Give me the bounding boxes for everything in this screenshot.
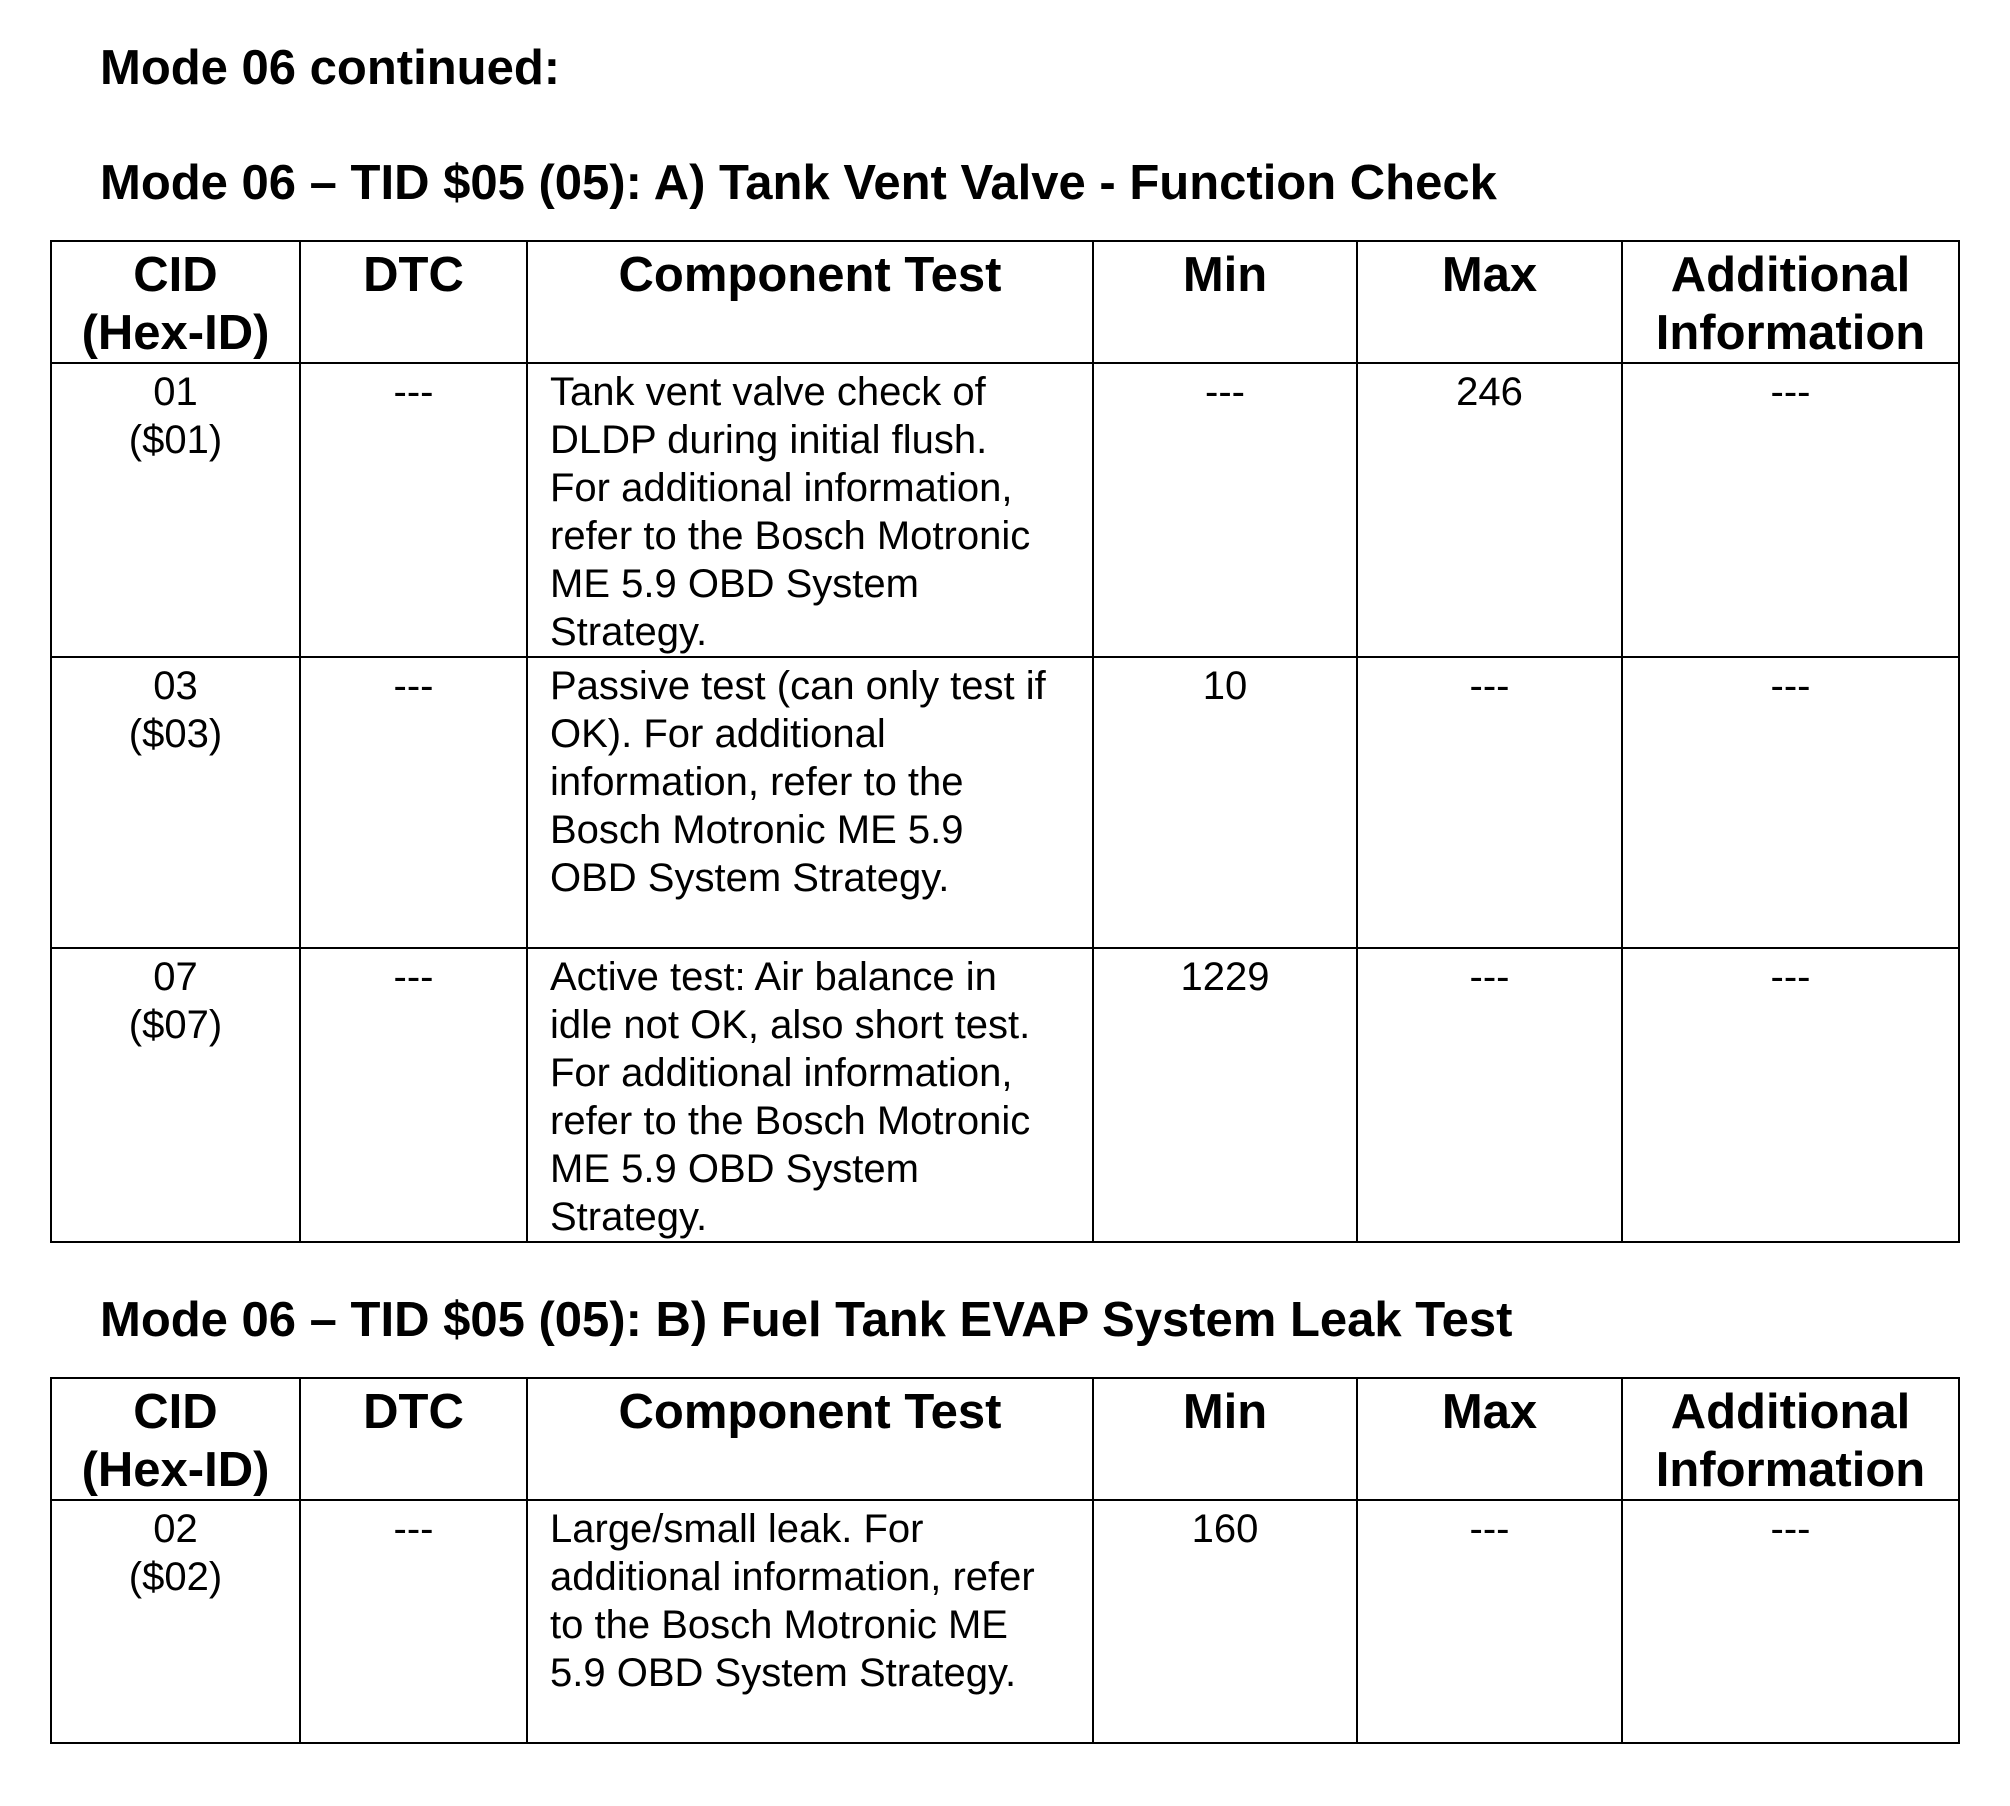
dtc-cell: --- [300,948,527,1242]
header-additional-label: Additional [1670,248,1911,302]
evap-leak-test-table [50,1377,1960,1744]
header-additional-sub: Information [1655,306,1926,360]
header-cid [51,1378,300,1500]
dtc-cell: --- [300,657,527,948]
dtc-cell: --- [300,363,527,657]
header-component-test: Component Test [527,241,1093,363]
component-test-cell [527,1500,1093,1743]
header-min: Min [1093,241,1357,363]
section-a-title: Mode 06 – TID $05 (05): A) Tank Vent Valve - Function Check [100,156,1497,210]
header-cid-label: CID [133,1385,218,1439]
dtc-cell: --- [300,1500,527,1743]
cid-cell [51,948,300,1242]
table-row [51,948,1959,1242]
max-cell: --- [1357,1500,1622,1743]
header-cid-sub: (Hex-ID) [81,1443,270,1497]
table-row [51,1500,1959,1743]
header-additional-sub: Information [1655,1443,1926,1497]
hex-value: ($01) [128,418,223,462]
table-row [51,657,1959,948]
additional-info-cell: --- [1622,657,1959,948]
component-test-text: Large/small leak. For additional information, refer to the Bosch Motronic ME 5.9 OBD System Strategy. [550,1507,1035,1695]
header-min: Min [1093,1378,1357,1500]
hex-value: ($07) [128,1003,223,1047]
hex-value: ($03) [128,712,223,756]
max-cell: 246 [1357,363,1622,657]
min-cell: 160 [1093,1500,1357,1743]
min-cell: --- [1093,363,1357,657]
table-header-row [51,241,1959,363]
additional-info-cell: --- [1622,1500,1959,1743]
header-cid-sub: (Hex-ID) [81,306,270,360]
header-additional-info [1622,1378,1959,1500]
additional-info-cell: --- [1622,363,1959,657]
additional-info-cell: --- [1622,948,1959,1242]
header-additional-label: Additional [1670,1385,1911,1439]
component-test-text: Tank vent valve check of DLDP during initial flush. For additional information, refer to the Bosch Motronic ME 5.9 OBD System Strategy. [550,370,1031,654]
max-cell: --- [1357,948,1622,1242]
header-dtc: DTC [300,1378,527,1500]
component-test-cell [527,948,1093,1242]
cid-value: 03 [153,664,198,708]
table-row [51,363,1959,657]
header-max: Max [1357,1378,1622,1500]
section-b-title: Mode 06 – TID $05 (05): B) Fuel Tank EVAP System Leak Test [100,1293,1513,1347]
cid-value: 07 [153,955,198,999]
min-cell: 10 [1093,657,1357,948]
page-title: Mode 06 continued: [100,41,561,95]
header-additional-info [1622,241,1959,363]
component-test-cell [527,657,1093,948]
cid-cell [51,1500,300,1743]
max-cell: --- [1357,657,1622,948]
header-dtc: DTC [300,241,527,363]
header-cid-label: CID [133,248,218,302]
header-component-test: Component Test [527,1378,1093,1500]
cid-cell [51,363,300,657]
header-max: Max [1357,241,1622,363]
table-header-row [51,1378,1959,1500]
tank-vent-valve-table [50,240,1960,1243]
cid-value: 02 [153,1507,198,1551]
min-cell: 1229 [1093,948,1357,1242]
cid-cell [51,657,300,948]
component-test-text: Passive test (can only test if OK). For additional information, refer to the Bosch Motronic ME 5.9 OBD System Strategy. [550,664,1046,900]
component-test-text: Active test: Air balance in idle not OK, also short test. For additional information, refer to the Bosch Motronic ME 5.9 OBD System Strategy. [550,955,1031,1239]
component-test-cell [527,363,1093,657]
cid-value: 01 [153,370,198,414]
header-cid [51,241,300,363]
hex-value: ($02) [128,1555,223,1599]
